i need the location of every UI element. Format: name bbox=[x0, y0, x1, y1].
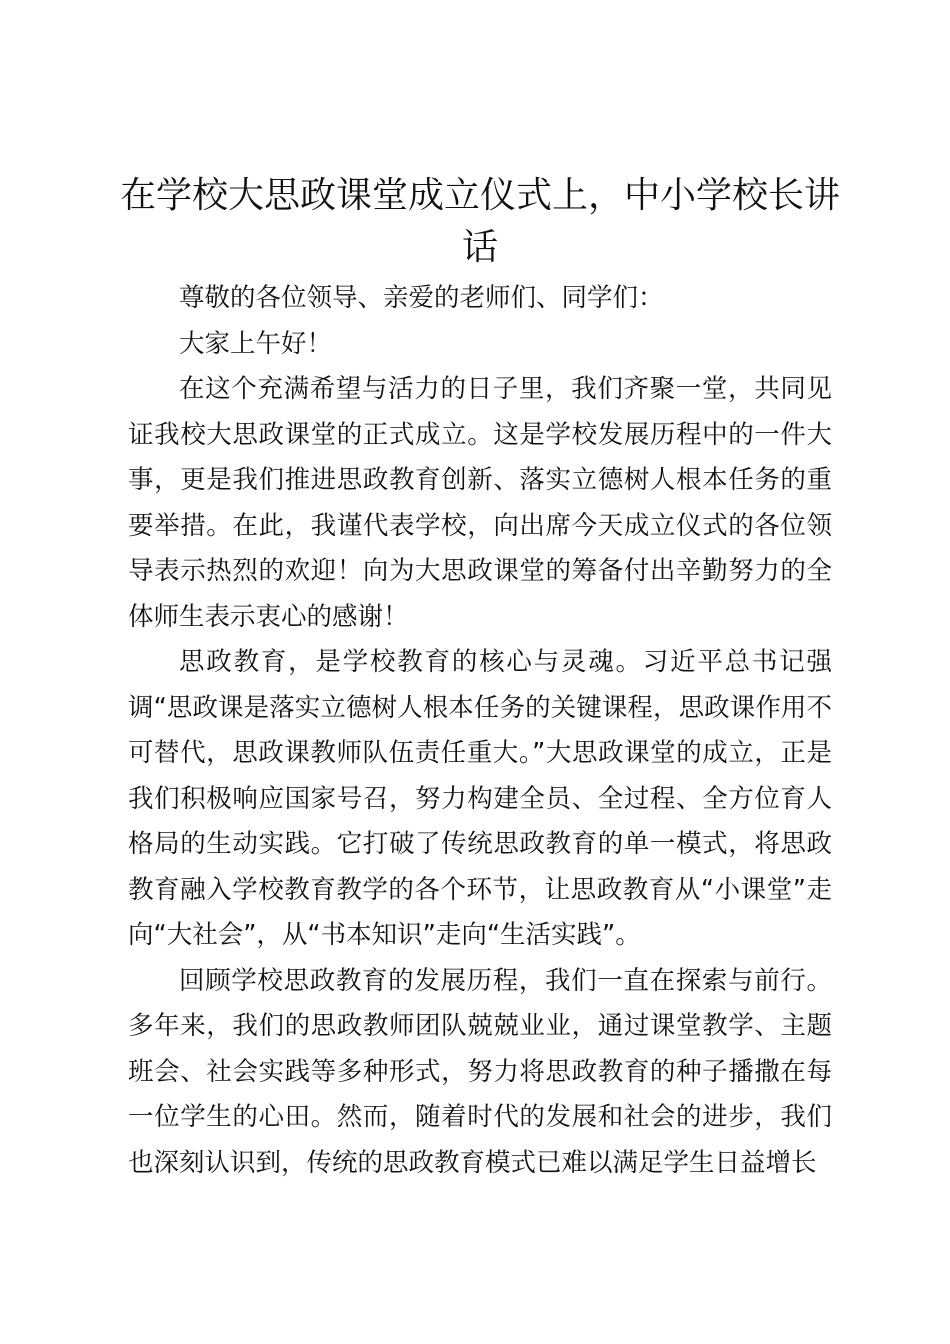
salutation-paragraph: 尊敬的各位领导、亲爱的老师们、同学们： bbox=[179, 283, 664, 313]
ideology-education-paragraph: 思政教育，是学校教育的核心与灵魂。习近平总书记强调“思政课是落实立德树人根本任务的关键课程，思政课作用不可替代，思政课教师队伍责任重大。”大思政课堂的成立，正是我们积极响应国家号召，努力构建全员、全过程、全方位育人格局的生动实践。它打破了传统思政教育的单一模式，将思政教育融入学校教育教学的各个环节，让思政教育从“小课堂”走向“大社会”，从“书本知识”走向“生活实践”。 bbox=[128, 647, 832, 950]
document-title: 在学校大思政课堂成立仪式上，中小学校长讲话 bbox=[119, 175, 840, 268]
document-body bbox=[128, 276, 832, 1186]
greeting-paragraph: 大家上午好！ bbox=[179, 328, 333, 359]
history-review-paragraph: 回顾学校思政教育的发展历程，我们一直在探索与前行。多年来，我们的思政教师团队兢兢业业，通过课堂教学、主题班会、社会实践等多种形式，努力将思政教育的种子播撒在每一位学生的心田。然而，随着时代的发展和社会的进步，我们也深刻认识到，传统的思政教育模式已难以满足学生日益增长 bbox=[128, 965, 832, 1178]
opening-paragraph: 在这个充满希望与活力的日子里，我们齐聚一堂，共同见证我校大思政课堂的正式成立。这是学校发展历程中的一件大事，更是我们推进思政教育创新、落实立德树人根本任务的重要举措。在此，我谨代表学校，向出席今天成立仪式的各位领导表示热烈的欢迎！向为大思政课堂的筹备付出辛勤努力的全体师生表示衷心的感谢！ bbox=[128, 374, 832, 632]
